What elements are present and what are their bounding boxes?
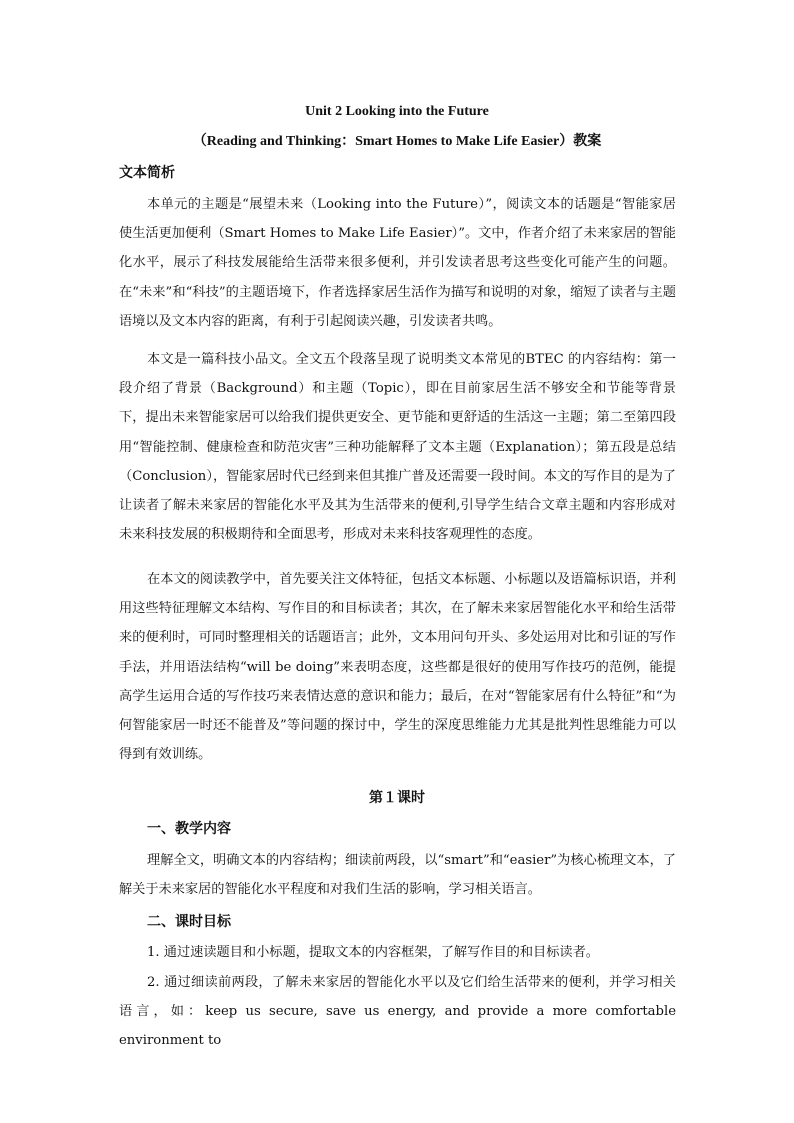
lesson-heading: 第１课时 xyxy=(369,790,425,806)
document-title: Unit 2 Looking into the Future xyxy=(305,104,489,119)
paragraph-theme: 本单元的主题是“展望未来（Looking into the Future）”，阅读文本的话题是“智能家居使生活更加便利（Smart Homes to Make Life Easier）”。文中，作者介绍了未来家居的智能化水平，展示了科技发展能给生活带来很多便利，并引发读者思考这些变化可能产生的问题。在“未来”和“科技”的主题语境下，作者选择家居生活作为描写和说明的对象，缩短了读者与主题语境以及文本内容的距离，有利于引起阅读兴趣，引发读者共鸣。 xyxy=(119,197,676,329)
section-heading-teaching-content: 一、教学内容 xyxy=(147,821,231,837)
paragraph-teaching-content: 理解全文，明确文本的内容结构；细读前两段，以“smart”和“easier”为核心梳理文本，了解关于未来家居的智能化水平程度和对我们生活的影响，学习相关语言。 xyxy=(119,853,676,898)
objective-item: 1. 通过速读题目和小标题，提取文本的内容框架，了解写作目的和目标读者。 xyxy=(147,945,599,960)
document-subtitle: （Reading and Thinking：Smart Homes to Make Life Easier）教案 xyxy=(192,134,602,149)
paragraph-teaching-focus: 在本文的阅读教学中，首先要关注文体特征，包括文本标题、小标题以及语篇标识语，并利用这些特征理解文本结构、写作目的和目标读者；其次，在了解未来家居智能化水平和给生活带来的便利时，可同时整理相关的话题语言；此外，文本用问句开头、多处运用对比和引证的写作手法，并用语法结构“will be doing”来表明态度，这些都是很好的使用写作技巧的范例，能提高学生运用合适的写作技巧来表情达意的意识和能力；最后，在对“智能家居有什么特征”和“为何智能家居一时还不能普及”等问题的探讨中，学生的深度思维能力尤其是批判性思维能力可以得到有效训练。 xyxy=(119,572,676,763)
paragraph-structure: 本文是一篇科技小品文。全文五个段落呈现了说明类文本常见的BTEC 的内容结构：第一段介绍了背景（Background）和主题（Topic），即在目前家居生活不够安全和节能等背景下，提出未来智能家居可以给我们提供更安全、更节能和更舒适的生活这一主题；第二至第四段用“智能控制、健康检查和防范灾害”三种功能解释了文本主题（Explanation）；第五段是总结（Conclusion），智能家居时代已经到来但其推广普及还需要一段时间。本文的写作目的是为了让读者了解未来家居的智能化水平及其为生活带来的便利,引导学生结合文章主题和内容形成对未来科技发展的积极期待和全面思考，形成对未来科技客观理性的态度。 xyxy=(119,352,676,543)
section-heading-lesson-objectives: 二、课时目标 xyxy=(147,914,231,930)
section-heading-text-analysis: 文本简析 xyxy=(119,165,175,181)
objective-item: 2. 通过细读前两段，了解未来家居的智能化水平以及它们给生活带来的便利，并学习相关语言，如：keep us secure, save us energy, and provide a more comfortable environment to xyxy=(119,975,676,1049)
